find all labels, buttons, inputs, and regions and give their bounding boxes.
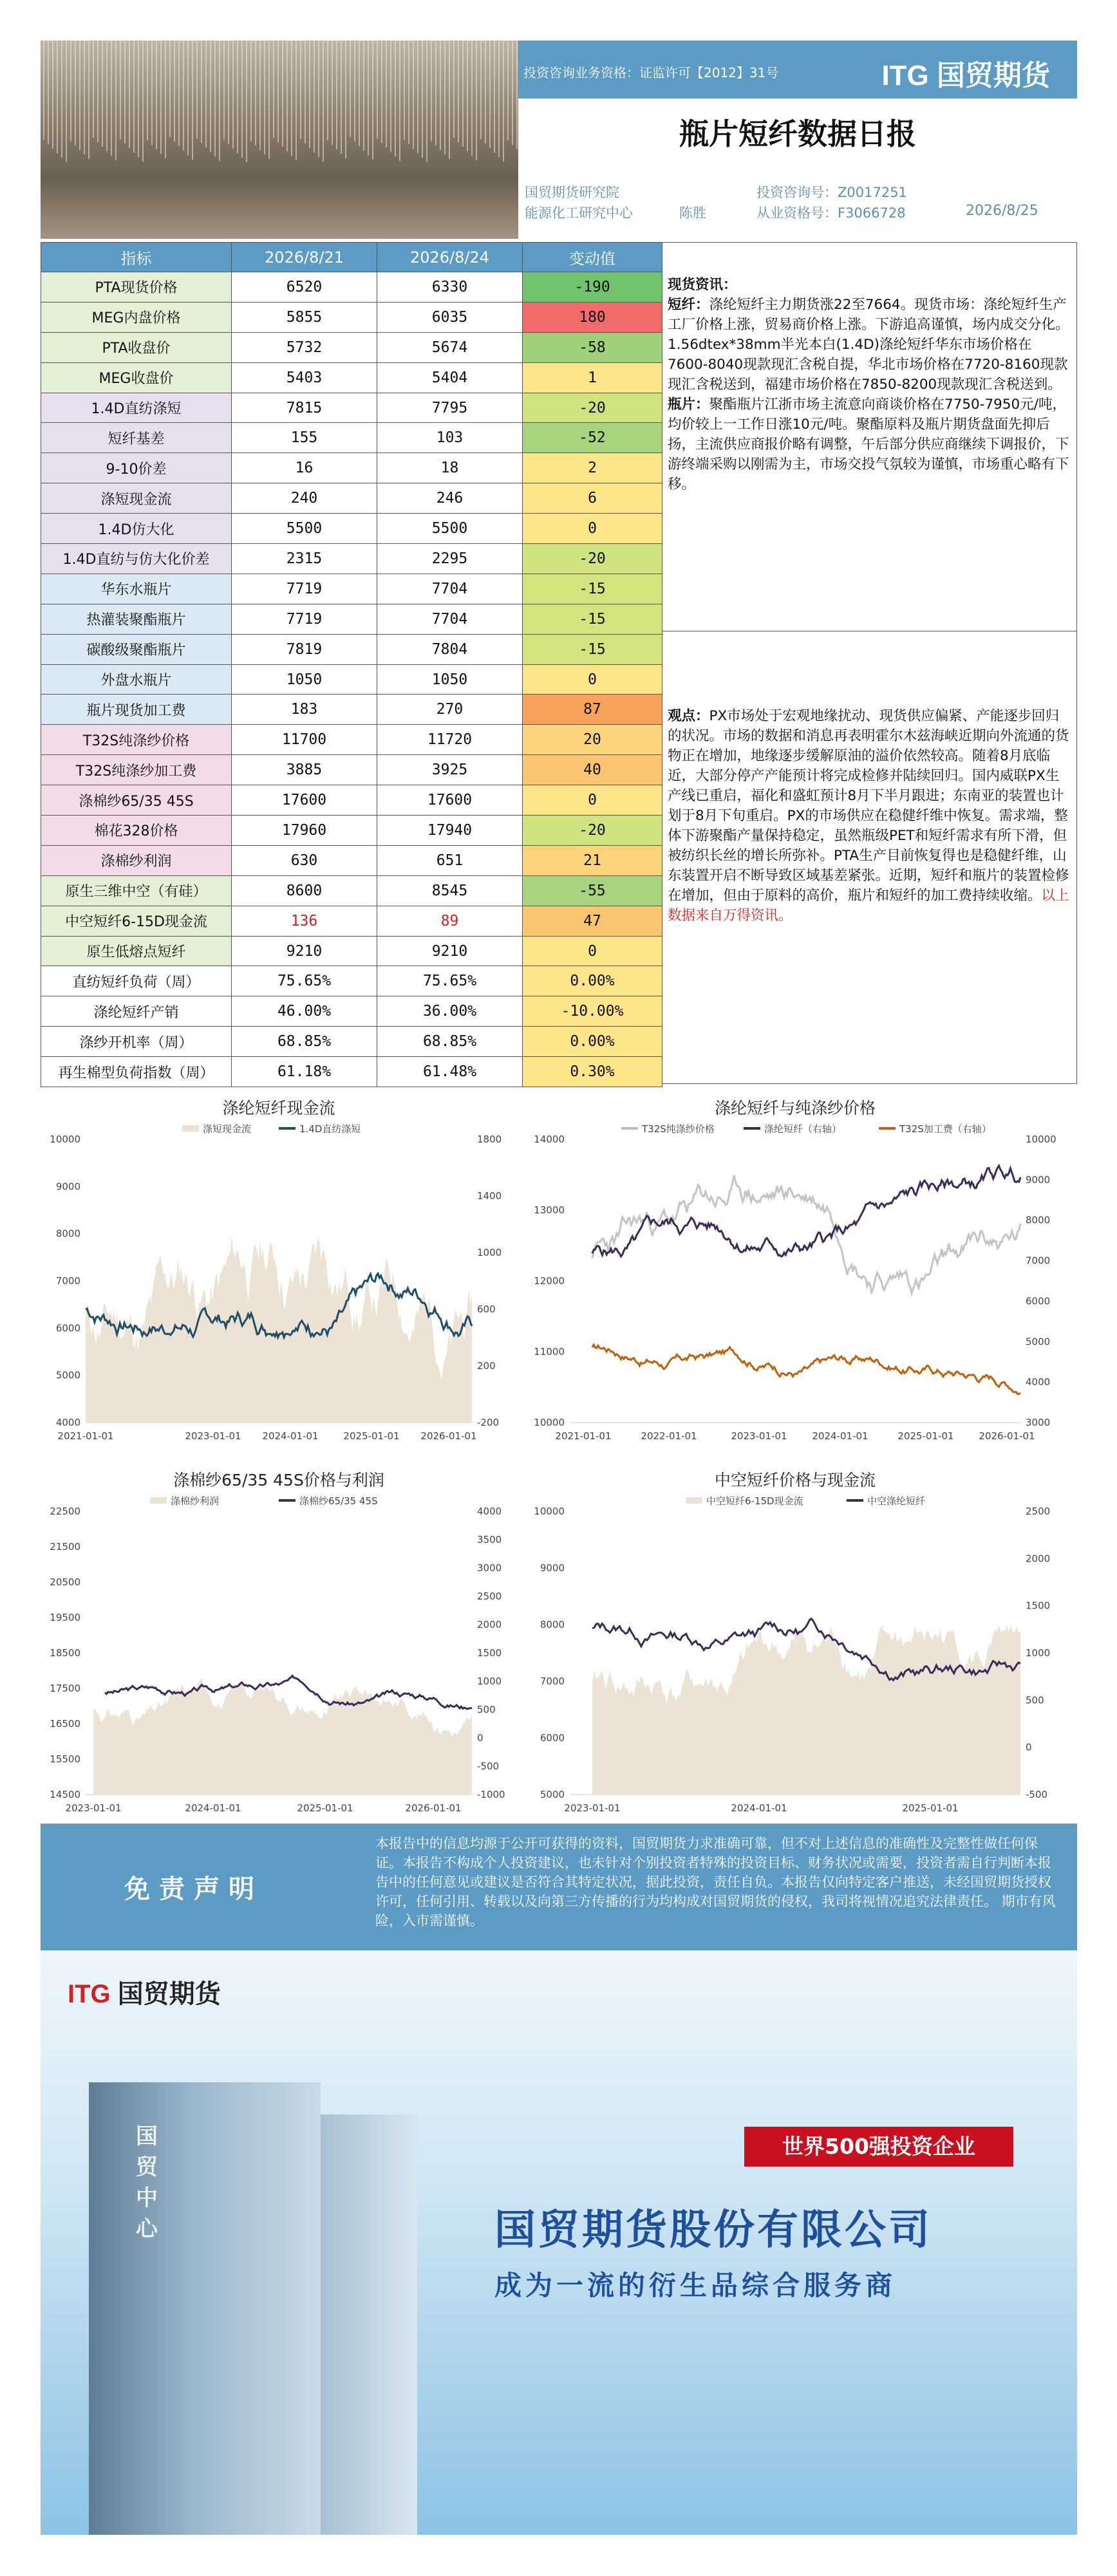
row-value-prev: 7719 [232, 574, 377, 604]
row-value-prev: 11700 [232, 725, 377, 755]
row-label: 涤短现金流 [41, 483, 232, 514]
y-tick-left: 7000 [540, 1675, 565, 1687]
y-tick-left: 9000 [540, 1562, 565, 1574]
chart-title: 涤纶短纤现金流 [222, 1099, 335, 1117]
y-tick-right: 600 [477, 1303, 496, 1315]
header-info [518, 169, 1077, 239]
y-tick-right: 2000 [477, 1619, 502, 1630]
row-label: 外盘水瓶片 [41, 664, 232, 695]
chart-blend-yarn [41, 1460, 518, 1824]
row-label: 1.4D直纺与仿大化价差 [41, 544, 232, 574]
series-area [592, 1625, 1020, 1795]
company-slogan: 成为一流的衍生品综合服务商 [494, 2270, 897, 2301]
row-label: 碳酸级聚酯瓶片 [41, 634, 232, 664]
y-tick-right: 5000 [1026, 1336, 1051, 1348]
row-value-prev: 3885 [232, 755, 377, 785]
row-value-prev: 5855 [232, 302, 377, 332]
market-view [668, 706, 1072, 926]
table-row [41, 634, 662, 664]
x-tick: 2024-01-01 [185, 1802, 241, 1814]
bottle-text: 聚酯瓶片江浙市场主流意向商谈价格在7750-7950元/吨，均价较上一工作日涨10元/吨。聚酯原料及瓶片期货盘面先抑后扬，主流供应商报价略有调整，午后部分供应商继续下调报价，下游终端采购以刚需为主，市场交投气氛较为谨慎，市场重心略有下移。 [668, 397, 1069, 492]
tower-sign: 国贸中心 [136, 2123, 158, 2242]
table-row [41, 695, 662, 725]
y-tick-right: 10000 [1026, 1134, 1056, 1145]
row-value-curr: 1050 [377, 664, 523, 695]
x-tick: 2025-01-01 [902, 1802, 959, 1814]
row-value-prev: 5500 [232, 514, 377, 544]
row-label: 1.4D直纺涤短 [41, 393, 232, 423]
table-row [41, 604, 662, 634]
table-row [41, 664, 662, 695]
row-label: 中空短纤6-15D现金流 [41, 906, 232, 936]
x-tick: 2025-01-01 [297, 1802, 353, 1814]
x-tick: 2021-01-01 [57, 1430, 114, 1442]
row-value-curr: 18 [377, 453, 523, 483]
header-indicator: 指标 [41, 243, 232, 272]
row-value-curr: 8545 [377, 875, 523, 906]
series-line [105, 1675, 472, 1709]
table-row [41, 785, 662, 816]
y-tick-left: 21500 [50, 1541, 80, 1553]
y-tick-right: 1000 [477, 1247, 502, 1258]
table-row [41, 725, 662, 755]
header-photo [41, 41, 518, 239]
price-table [41, 242, 662, 1087]
consult-number: 投资咨询号：Z0017251 [756, 185, 907, 200]
y-tick-left: 22500 [50, 1506, 80, 1517]
row-value-prev: 5403 [232, 362, 377, 393]
y-tick-right: 3500 [477, 1534, 502, 1545]
legend-label: 涤棉纱65/35 45S [299, 1495, 378, 1507]
row-value-prev: 630 [232, 845, 377, 875]
row-value-prev: 17960 [232, 816, 377, 846]
row-value-curr: 6330 [377, 272, 523, 303]
row-value-prev: 17600 [232, 785, 377, 816]
y-tick-left: 5000 [55, 1369, 80, 1381]
y-tick-right: 1800 [477, 1134, 502, 1145]
spot-heading: 现货资讯： [668, 277, 737, 293]
row-change: -58 [523, 332, 662, 362]
row-label: 涤棉纱65/35 45S [41, 785, 232, 816]
y-tick-left: 13000 [534, 1204, 565, 1216]
y-tick-right: 4000 [477, 1506, 502, 1517]
y-tick-right: 0 [477, 1732, 483, 1744]
y-tick-left: 11000 [534, 1346, 565, 1358]
row-change: -20 [523, 393, 662, 423]
y-tick-left: 7000 [55, 1275, 80, 1287]
legend-swatch [686, 1497, 702, 1504]
y-tick-left: 14500 [50, 1789, 80, 1800]
y-tick-right: 9000 [1026, 1173, 1051, 1186]
row-value-prev: 1050 [232, 664, 377, 695]
row-label: 原生三维中空（有硅） [41, 875, 232, 906]
y-tick-left: 17500 [50, 1683, 80, 1694]
row-change: 1 [523, 362, 662, 393]
row-change: 180 [523, 302, 662, 332]
legend-label: 1.4D直纺涤短 [299, 1123, 361, 1135]
table-row [41, 362, 662, 393]
table-row [41, 1057, 662, 1087]
header-change: 变动值 [523, 243, 662, 272]
y-tick-right: 1000 [477, 1675, 502, 1687]
legend-label: 涤短现金流 [203, 1123, 252, 1135]
table-row [41, 483, 662, 514]
row-change: 0.30% [523, 1057, 662, 1087]
row-value-prev: 136 [232, 906, 377, 936]
table-row [41, 816, 662, 846]
row-label: 原生低熔点短纤 [41, 936, 232, 966]
row-change: 0.00% [523, 1027, 662, 1057]
row-label: 热灌装聚酯瓶片 [41, 604, 232, 634]
disclaimer-text: 本报告中的信息均源于公开可获得的资料，国贸期货力求准确可靠，但不对上述信息的准确性及完整性做任何保证。本报告不构成个人投资建议，也未针对个别投资者特殊的投资目标、财务状况或需要，投资者需自行判断本报告中的任何意见或建议是否符合其特定状况，据此投资，责任自负。本报告仅向特定客户推送，未经国贸期货授权许可，任何引用、转载以及向第三方传播的行为均构成对国贸期货的侵权，我司将视情况追究法律责任。 期市有风险，入市需谨慎。 [375, 1836, 1056, 1928]
table-row [41, 966, 662, 996]
row-value-curr: 11720 [377, 725, 523, 755]
x-tick: 2021-01-01 [555, 1430, 612, 1442]
chart-pf-cashflow [41, 1088, 518, 1456]
series-line [592, 1175, 1020, 1294]
y-tick-right: -1000 [477, 1789, 505, 1800]
row-label: 直纺短纤负荷（周） [41, 966, 232, 996]
x-tick: 2023-01-01 [731, 1430, 787, 1442]
row-change: -15 [523, 634, 662, 664]
view-label: 观点： [668, 708, 709, 724]
y-tick-right: 2000 [1026, 1553, 1051, 1565]
table-row [41, 755, 662, 785]
company-logo: ITG 国贸期货 [881, 60, 1050, 91]
side-building-image [321, 2114, 417, 2535]
row-label: 瓶片现货加工费 [41, 695, 232, 725]
row-label: 棉花328价格 [41, 816, 232, 846]
table-row [41, 875, 662, 906]
y-tick-left: 16500 [50, 1718, 80, 1730]
row-change: 0.00% [523, 966, 662, 996]
row-label: 再生棉型负荷指数（周） [41, 1057, 232, 1087]
row-change: -20 [523, 544, 662, 574]
y-tick-right: 6000 [1026, 1295, 1051, 1307]
y-tick-right: 4000 [1026, 1376, 1051, 1388]
series-area [86, 1237, 472, 1423]
row-change: -55 [523, 875, 662, 906]
disclaimer-block [41, 1824, 1077, 1950]
x-tick: 2024-01-01 [731, 1802, 787, 1814]
row-change: 0 [523, 785, 662, 816]
table-row [41, 544, 662, 574]
row-label: T32S纯涤纱价格 [41, 725, 232, 755]
row-value-curr: 7704 [377, 574, 523, 604]
chart-hollow-fiber [518, 1460, 1077, 1824]
row-value-prev: 7719 [232, 604, 377, 634]
row-value-curr: 7804 [377, 634, 523, 664]
y-tick-right: 2500 [477, 1591, 502, 1602]
x-tick: 2022-01-01 [641, 1430, 697, 1442]
legend-label: T32S加工费（右轴） [899, 1123, 991, 1135]
bottle-label: 瓶片： [668, 397, 709, 413]
row-change: -10.00% [523, 996, 662, 1027]
row-value-curr: 7704 [377, 604, 523, 634]
table-row [41, 1027, 662, 1057]
series-area [93, 1678, 472, 1795]
row-value-curr: 5500 [377, 514, 523, 544]
x-tick: 2023-01-01 [65, 1802, 122, 1814]
row-change: 47 [523, 906, 662, 936]
pf-text: 涤纶短纤主力期货涨22至7664。现货市场：涤纶短纤生产工厂价格上涨，贸易商价格上涨。下游追高谨慎，场内成交分化。1.56dtex*38mm半光本白(1.4D)涤纶短纤华东市场价格在7600-8040现款现汇含税自提，华北市场价格在7720-8160现款现汇含税送到，福建市场价格在7850-8200现款现汇含税送到。 [668, 297, 1069, 393]
chart-title: 涤纶短纤与纯涤纱价格 [714, 1099, 876, 1117]
table-row [41, 514, 662, 544]
y-tick-left: 18500 [50, 1647, 80, 1659]
row-label: 涤纱开机率（周） [41, 1027, 232, 1057]
legend-label: 中空涤纶短纤 [867, 1495, 926, 1507]
y-tick-left: 10000 [534, 1506, 565, 1517]
row-label: MEG内盘价格 [41, 302, 232, 332]
row-label: 涤纶短纤产销 [41, 996, 232, 1027]
row-label: 9-10价差 [41, 453, 232, 483]
header-band [518, 41, 1077, 98]
table-row [41, 332, 662, 362]
table-row [41, 453, 662, 483]
tower-building-image [89, 2082, 321, 2535]
row-change: -20 [523, 816, 662, 846]
table-row [41, 906, 662, 936]
y-tick-right: 1500 [477, 1647, 502, 1659]
x-tick: 2026-01-01 [405, 1802, 462, 1814]
y-tick-right: 8000 [1026, 1214, 1051, 1226]
row-value-prev: 46.00% [232, 996, 377, 1027]
y-tick-left: 10000 [534, 1417, 565, 1428]
y-tick-left: 4000 [55, 1417, 80, 1428]
report-title: 瓶片短纤数据日报 [679, 117, 916, 151]
table-row [41, 574, 662, 604]
x-tick: 2024-01-01 [262, 1430, 319, 1442]
row-value-prev: 240 [232, 483, 377, 514]
y-tick-right: 2500 [1026, 1506, 1051, 1517]
row-change: 20 [523, 725, 662, 755]
chart-pf-yarn-price [518, 1088, 1077, 1456]
row-value-curr: 17940 [377, 816, 523, 846]
y-tick-right: 3000 [1026, 1417, 1051, 1428]
row-label: 短纤基差 [41, 423, 232, 453]
row-value-curr: 61.48% [377, 1057, 523, 1087]
row-label: MEG收盘价 [41, 362, 232, 393]
analysis-panel [662, 242, 1077, 1084]
y-tick-left: 8000 [540, 1619, 565, 1630]
spot-news [668, 275, 1072, 494]
row-change: 0 [523, 664, 662, 695]
y-tick-left: 8000 [55, 1227, 80, 1240]
legend-label: 中空短纤6-15D现金流 [706, 1495, 803, 1507]
y-tick-right: 1400 [477, 1190, 502, 1202]
row-value-curr: 17600 [377, 785, 523, 816]
row-value-prev: 183 [232, 695, 377, 725]
series-line [592, 1345, 1020, 1394]
row-value-prev: 2315 [232, 544, 377, 574]
y-tick-right: -500 [477, 1760, 500, 1772]
y-tick-left: 5000 [540, 1789, 565, 1800]
table-row [41, 302, 662, 332]
row-value-curr: 75.65% [377, 966, 523, 996]
pf-label: 短纤： [668, 297, 709, 313]
row-value-prev: 9210 [232, 936, 377, 966]
row-value-prev: 16 [232, 453, 377, 483]
x-tick: 2023-01-01 [564, 1802, 621, 1814]
row-value-curr: 2295 [377, 544, 523, 574]
row-value-curr: 5674 [377, 332, 523, 362]
row-value-prev: 6520 [232, 272, 377, 303]
row-label: 1.4D仿大化 [41, 514, 232, 544]
table-row [41, 393, 662, 423]
row-change: 6 [523, 483, 662, 514]
row-change: -15 [523, 604, 662, 634]
y-tick-right: 1500 [1026, 1600, 1051, 1612]
row-value-curr: 5404 [377, 362, 523, 393]
row-change: 21 [523, 845, 662, 875]
row-value-curr: 89 [377, 906, 523, 936]
row-label: PTA收盘价 [41, 332, 232, 362]
header-date-1: 2026/8/21 [232, 243, 377, 272]
table-row [41, 845, 662, 875]
row-change: -15 [523, 574, 662, 604]
row-value-curr: 36.00% [377, 996, 523, 1027]
row-value-curr: 6035 [377, 302, 523, 332]
company-banner [41, 1950, 1077, 2535]
row-value-curr: 68.85% [377, 1027, 523, 1057]
y-tick-left: 12000 [534, 1275, 565, 1287]
row-change: 2 [523, 453, 662, 483]
row-value-curr: 651 [377, 845, 523, 875]
y-tick-right: 500 [477, 1704, 496, 1715]
row-value-prev: 5732 [232, 332, 377, 362]
y-tick-left: 15500 [50, 1753, 80, 1765]
table-row [41, 423, 662, 453]
banner-logo: ITG 国贸期货 [68, 1980, 221, 2008]
table-row [41, 272, 662, 303]
y-tick-left: 6000 [540, 1732, 565, 1744]
row-change: 40 [523, 755, 662, 785]
legend-label: T32S纯涤纱价格 [642, 1123, 715, 1135]
y-tick-left: 19500 [50, 1612, 80, 1623]
chart-title: 中空短纤价格与现金流 [714, 1471, 876, 1489]
row-value-prev: 8600 [232, 875, 377, 906]
legend-swatch [150, 1497, 167, 1504]
y-tick-left: 6000 [55, 1322, 80, 1334]
row-change: 87 [523, 695, 662, 725]
y-tick-right: 200 [477, 1360, 496, 1372]
y-tick-right: 7000 [1026, 1255, 1051, 1267]
row-value-curr: 270 [377, 695, 523, 725]
source-note: 以上数据来自万得资讯。 [668, 888, 1069, 924]
table-row [41, 996, 662, 1027]
x-tick: 2024-01-01 [812, 1430, 868, 1442]
row-label: 涤棉纱利润 [41, 845, 232, 875]
y-tick-left: 9000 [55, 1181, 80, 1193]
y-tick-right: 3000 [477, 1562, 502, 1574]
x-tick: 2025-01-01 [897, 1430, 954, 1442]
x-tick: 2026-01-01 [979, 1430, 1035, 1442]
legend-label: 涤纶短纤（右轴） [764, 1123, 842, 1135]
row-value-curr: 103 [377, 423, 523, 453]
legend-label: 涤棉纱利润 [171, 1495, 220, 1507]
y-tick-left: 10000 [50, 1134, 80, 1145]
y-tick-right: 1000 [1026, 1647, 1051, 1659]
license-text: 投资咨询业务资格：证监许可【2012】31号 [523, 65, 779, 80]
row-value-prev: 68.85% [232, 1027, 377, 1057]
y-tick-left: 20500 [50, 1576, 80, 1588]
dept-name: 国贸期货研究院 [525, 185, 619, 200]
company-name: 国贸期货股份有限公司 [494, 2207, 932, 2254]
row-label: 华东水瓶片 [41, 574, 232, 604]
sub-dept-name: 能源化工研究中心 [525, 205, 633, 221]
row-change: -190 [523, 272, 662, 303]
author-name: 陈胜 [679, 205, 706, 221]
y-tick-left: 14000 [534, 1134, 565, 1145]
row-value-prev: 7815 [232, 393, 377, 423]
x-tick: 2023-01-01 [185, 1430, 241, 1442]
row-value-prev: 61.18% [232, 1057, 377, 1087]
row-change: -52 [523, 423, 662, 453]
fortune500-tag: 世界500强投资企业 [744, 2127, 1013, 2167]
row-value-prev: 75.65% [232, 966, 377, 996]
y-tick-right: -500 [1026, 1789, 1048, 1800]
view-text: PX市场处于宏观地缘扰动、现货供应偏紧、产能逐步回归的状况。市场的数据和消息再表明霍尔木兹海峡近期向外流通的货物正在增加，地缘逐步缓解原油的溢价依然较高。随着8月底临近，大部分停产产能预计将完成检修并陆续回归。国内威联PX生产线已重启，福化和盛虹预计8月下半月跟进；东南亚的装置也计划于8月下旬重启。PX的市场供应在稳健纤维中恢复。需求端，整体下游聚酯产量保持稳定，虽然瓶级PET和短纤需求有所下滑，但被纺织长丝的增长所弥补。PTA生产目前恢复得也是稳健纤维，山东装置开启不断导致区域基差紧张。近期，短纤和瓶片的装置检修在增加，但由于原料的高价，瓶片和短纤的加工费持续收缩。 [668, 708, 1069, 904]
row-value-curr: 246 [377, 483, 523, 514]
table-row [41, 936, 662, 966]
row-value-curr: 7795 [377, 393, 523, 423]
disclaimer-heading: 免责声明 [124, 1874, 263, 1904]
row-label: PTA现货价格 [41, 272, 232, 303]
row-value-curr: 9210 [377, 936, 523, 966]
table-header-row [41, 243, 662, 272]
x-tick: 2025-01-01 [343, 1430, 400, 1442]
chart-title: 涤棉纱65/35 45S价格与利润 [173, 1471, 384, 1489]
row-value-prev: 155 [232, 423, 377, 453]
y-tick-right: -200 [477, 1417, 500, 1428]
row-change: 0 [523, 936, 662, 966]
legend-swatch [182, 1125, 199, 1132]
series-line [592, 1166, 1020, 1256]
row-value-curr: 3925 [377, 755, 523, 785]
row-label: T32S纯涤纱加工费 [41, 755, 232, 785]
practice-number: 从业资格号：F3066728 [756, 205, 906, 221]
header-date-2: 2026/8/24 [377, 243, 523, 272]
y-tick-right: 500 [1026, 1694, 1044, 1706]
report-date: 2026/8/25 [966, 203, 1038, 219]
y-tick-right: 0 [1026, 1741, 1032, 1753]
row-value-prev: 7819 [232, 634, 377, 664]
x-tick: 2026-01-01 [420, 1430, 477, 1442]
row-change: 0 [523, 514, 662, 544]
